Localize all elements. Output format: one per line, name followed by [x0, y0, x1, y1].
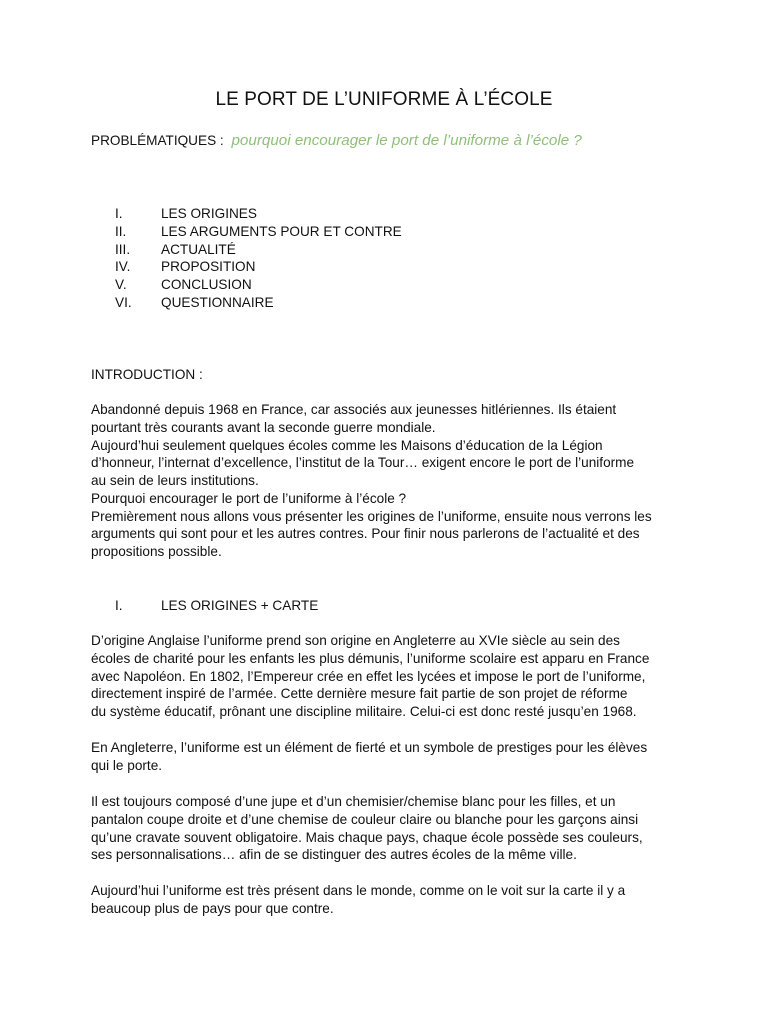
- origins-paragraph-2: [91, 739, 691, 775]
- paragraph-line: qu’une cravate souvent obligatoire. Mais chaque pays, chaque école possède ses couleurs,: [91, 829, 643, 845]
- toc-item-number: IV.: [115, 259, 131, 275]
- problem-statement: [91, 132, 582, 149]
- problem-label: PROBLÉMATIQUES :: [91, 133, 224, 148]
- toc-item-label: LES ORIGINES: [161, 206, 257, 221]
- toc-item-number: VI.: [115, 294, 132, 310]
- intro-line: d’honneur, l’internat d’excellence, l’institut de la Tour… exigent encore le port de l’uniforme: [91, 455, 635, 471]
- section-number: I.: [115, 598, 123, 613]
- intro-paragraph: [91, 401, 691, 561]
- section-heading-origins: [0, 597, 768, 615]
- section-title: LES ORIGINES + CARTE: [161, 598, 319, 613]
- toc-item-label: LES ARGUMENTS POUR ET CONTRE: [161, 223, 402, 239]
- problem-question: pourquoi encourager le port de l’uniforme à l’école ?: [231, 132, 582, 149]
- paragraph-line: En Angleterre, l’uniforme est un élément de fierté et un symbole de prestiges pour les élèves: [91, 740, 648, 755]
- toc-item-number: I.: [115, 206, 123, 221]
- paragraph-line: du système éducatif, prônant une discipline militaire. Celui-ci est donc resté jusqu’en 1968.: [91, 704, 637, 719]
- paragraph-line: directement inspiré de l’armée. Cette dernière mesure fait partie de son projet de réforme: [91, 686, 628, 702]
- intro-heading: [91, 366, 691, 384]
- toc-item: [0, 276, 768, 294]
- toc-item-label: QUESTIONNAIRE: [161, 294, 274, 310]
- toc-item: [0, 241, 768, 259]
- paragraph-line: ses personnalisations… afin de se distinguer des autres écoles de la même ville.: [91, 847, 577, 863]
- origins-paragraph-4: [91, 882, 691, 918]
- toc-item: [0, 223, 768, 241]
- toc-item-label: ACTUALITÉ: [161, 241, 236, 257]
- paragraph-line: D’origine Anglaise l’uniforme prend son origine en Angleterre au XVIe siècle au sein des: [91, 633, 620, 648]
- intro-line: Aujourd’hui seulement quelques écoles comme les Maisons d’éducation de la Légion: [91, 437, 603, 453]
- paragraph-line: écoles de charité pour les enfants les plus démunis, l’uniforme scolaire est apparu en France: [91, 650, 650, 666]
- intro-line: au sein de leurs institutions.: [91, 473, 259, 488]
- origins-paragraph-1: [91, 632, 691, 721]
- intro-line: propositions possible.: [91, 544, 222, 559]
- toc-item: [0, 294, 768, 312]
- toc-item-number: II.: [115, 223, 127, 239]
- intro-line: Abandonné depuis 1968 en France, car associés aux jeunesses hitlériennes. Ils étaient: [91, 402, 617, 417]
- toc-item: [0, 258, 768, 276]
- intro-line: pourtant très courants avant la seconde guerre mondiale.: [91, 419, 436, 435]
- paragraph-line: qui le porte.: [91, 757, 163, 773]
- paragraph-line: avec Napoléon. En 1802, l’Empereur crée en effet les lycées et impose le port de l’uniforme,: [91, 668, 646, 684]
- document-title: LE PORT DE L’UNIFORME À L’ÉCOLE: [215, 89, 553, 110]
- toc-item-number: III.: [115, 241, 131, 257]
- intro-line: arguments qui sont pour et les autres contres. Pour finir nous parlerons de l’actualité et des: [91, 526, 640, 542]
- toc-item-label: CONCLUSION: [161, 277, 252, 293]
- intro-line: Premièrement nous allons vous présenter les origines de l’uniforme, ensuite nous verrons les: [91, 508, 652, 524]
- paragraph-line: Aujourd’hui l’uniforme est très présent dans le monde, comme on le voit sur la carte il y a: [91, 883, 626, 898]
- paragraph-line: beaucoup plus de pays pour que contre.: [91, 900, 334, 916]
- toc-item: [0, 205, 768, 223]
- origins-paragraph-3: [91, 793, 691, 864]
- paragraph-line: pantalon coupe droite et d’une chemise de couleur claire ou blanche pour les garçons ainsi: [91, 811, 639, 827]
- paragraph-line: Il est toujours composé d’une jupe et d’un chemisier/chemise blanc pour les filles, et un: [91, 794, 616, 809]
- toc-item-label: PROPOSITION: [161, 259, 256, 275]
- intro-heading-text: INTRODUCTION :: [91, 367, 203, 382]
- toc-item-number: V.: [115, 277, 127, 293]
- table-of-contents: [0, 205, 768, 312]
- intro-line: Pourquoi encourager le port de l’uniforme à l’école ?: [91, 490, 407, 506]
